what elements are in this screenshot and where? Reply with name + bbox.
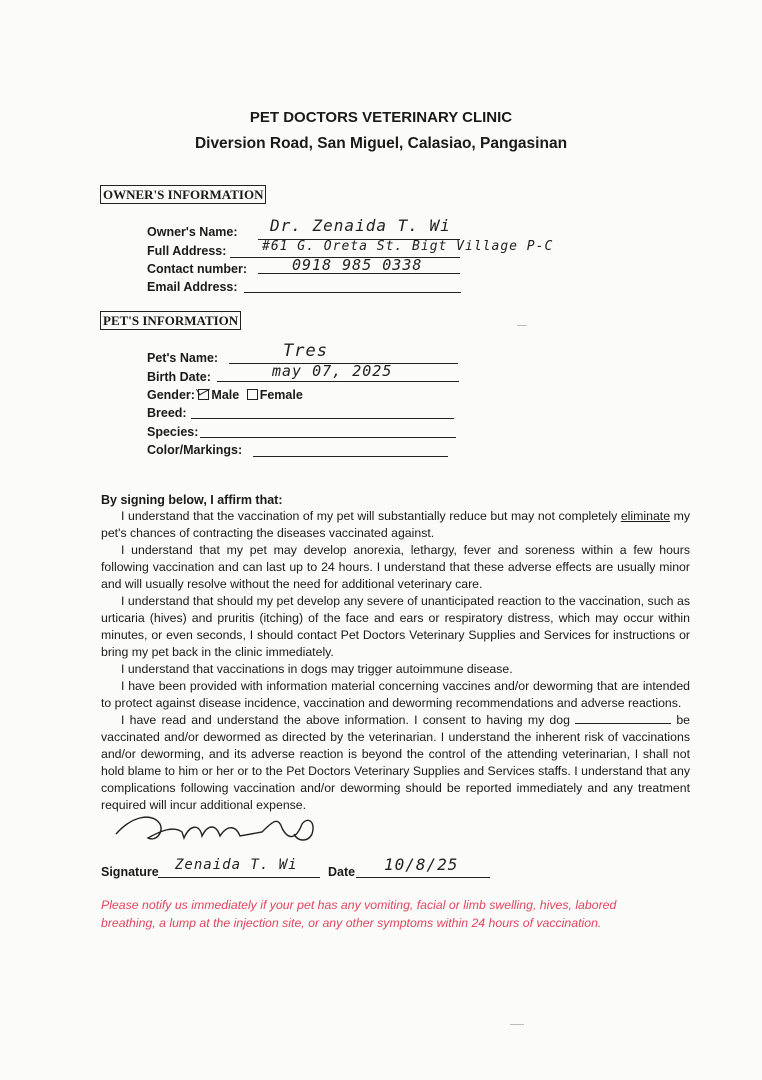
notice-text: Please notify us immediately if your pet has any vomiting, facial or limb swelling, hives, labored breathing, a lump at the injection site, or any other symptoms within 24 hours of vaccination.: [101, 898, 617, 930]
date-line: [356, 877, 490, 878]
male-label: Male: [211, 388, 240, 402]
contact-label: Contact number:: [147, 262, 247, 276]
color-markings-line[interactable]: [253, 456, 448, 457]
affirm-paragraph-4: I understand that vaccinations in dogs may trigger autoimmune disease.: [121, 662, 513, 676]
species-label: Species:: [147, 425, 199, 439]
owner-name-label: Owner's Name:: [147, 225, 238, 239]
clinic-address: Diversion Road, San Miguel, Calasiao, Pangasinan: [194, 135, 568, 152]
scan-mark: [510, 1024, 524, 1025]
owner-section-title: OWNER'S INFORMATION: [100, 185, 266, 204]
contact-value[interactable]: 0918 985 0338: [292, 256, 423, 274]
affirm-paragraph-3: I understand that should my pet develop any severe of unanticipated reaction to the vaccination, such as urticaria (hives) and pruritis (itching) of the face and ears or respiratory distress, which may occur within minutes, or even seconds, I should contact Pet Doctors Veterinary Supplies and Services for instructions or bring my pet back in the clinic immediately.: [101, 594, 690, 659]
pet-name-value[interactable]: Tres: [283, 341, 328, 361]
owner-name-value[interactable]: Dr. Zenaida T. Wi: [270, 216, 451, 235]
signature-scribble: [112, 802, 322, 850]
birth-date-label: Birth Date:: [147, 370, 211, 384]
email-line: [244, 292, 461, 293]
affirm-paragraph-1: I understand that the vaccination of my pet will substantially reduce but may not completely eliminate my pet's chances of contracting the diseases vaccinated against.: [101, 509, 691, 540]
male-checkbox[interactable]: [198, 389, 209, 400]
affirmation-heading: By signing below, I affirm that:: [101, 493, 283, 507]
gender-label: Gender:: [147, 388, 195, 402]
address-value[interactable]: #61 G. Oreta St. Bigt Village P-C: [262, 239, 554, 254]
birth-date-line: [217, 381, 459, 382]
dog-name-blank[interactable]: [575, 713, 671, 724]
pet-name-label: Pet's Name:: [147, 351, 219, 365]
affirm-paragraph-2: I understand that my pet may develop anorexia, lethargy, fever and soreness within a few hours following vaccination and can last up to 24 hours. I understand that these adverse effects are usually minor and will usually resolve without the need for additional veterinary care.: [101, 543, 690, 591]
scan-mark: [517, 325, 527, 326]
affirmation-body: [101, 508, 690, 814]
date-label: Date: [328, 865, 356, 879]
signature-name[interactable]: Zenaida T. Wi: [175, 857, 298, 873]
species-line[interactable]: [200, 437, 456, 438]
female-checkbox[interactable]: [247, 389, 258, 400]
gender-row: [147, 387, 303, 403]
female-label: Female: [259, 388, 303, 402]
pet-section-title: PET'S INFORMATION: [100, 311, 241, 330]
signature-label: Signature: [101, 865, 159, 879]
email-label: Email Address:: [147, 280, 238, 294]
signature-line: [158, 877, 320, 878]
affirm-paragraph-6: I have read and understand the above information. I consent to having my dog be vaccinated and/or dewormed as directed by the veterinarian. I understand the inherent risk of vaccinations and/or deworming, and its adverse reaction is beyond the control of the attending veterinarian, I shall not hold blame to him or her or to the Pet Doctors Veterinary Supplies and Services staffs. I understand that any complications following vaccination and/or deworming should be reported immediately and any treatment required will incur additional expense.: [101, 713, 690, 812]
color-markings-label: Color/Markings:: [147, 443, 243, 457]
date-value[interactable]: 10/8/25: [384, 855, 459, 874]
address-label: Full Address:: [147, 244, 227, 258]
affirm-paragraph-5: I have been provided with information material concerning vaccines and/or deworming that are intended to protect against disease incidence, vaccination and deworming recommendations and adverse reactions.: [101, 679, 690, 710]
breed-label: Breed:: [147, 406, 187, 420]
birth-date-value[interactable]: may 07, 2025: [272, 362, 393, 380]
breed-line[interactable]: [191, 418, 454, 419]
clinic-name: PET DOCTORS VETERINARY CLINIC: [249, 109, 513, 126]
